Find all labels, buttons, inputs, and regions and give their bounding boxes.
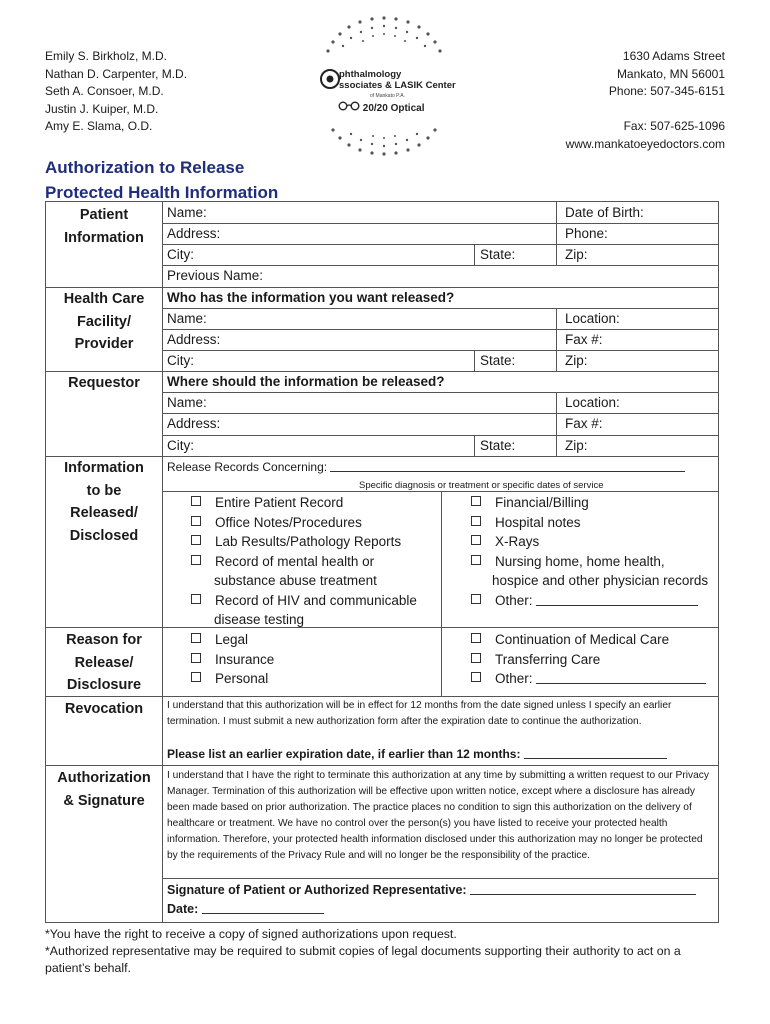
website[interactable]: www.mankatoeyedoctors.com [565,136,725,151]
footnote-1: *You have the right to receive a copy of signed authorizations upon request. [45,927,457,941]
checkbox-xrays[interactable]: X-Rays [471,532,539,552]
facility-fax-field[interactable]: Fax #: [565,332,603,347]
doctor-name: Amy E. Slama, O.D. [45,119,153,133]
patient-name-field[interactable]: Name: [167,205,207,220]
requestor-city-field[interactable]: City: [167,438,194,453]
checkbox-other-info[interactable]: Other: [471,591,698,611]
facility-address-field[interactable]: Address: [167,332,221,347]
requestor-address-field[interactable]: Address: [167,416,221,431]
earlier-expiration-field[interactable]: Please list an earlier expiration date, if earlier than 12 months: [167,745,667,763]
facility-location-field[interactable]: Location: [565,311,620,326]
facility-state-field[interactable]: State: [480,353,516,368]
logo-text-2: ssociates & LASIK Center [339,80,456,91]
checkbox-lab-results[interactable]: Lab Results/Pathology Reports [191,532,401,552]
patient-info-label: Patient Information [64,207,144,246]
glasses-icon [338,103,363,114]
checkbox-hiv-cont: disease testing [214,612,305,627]
checkbox-entire-record[interactable]: Entire Patient Record [191,493,343,513]
facility-zip-field[interactable]: Zip: [565,353,588,368]
checkbox-office-notes[interactable]: Office Notes/Procedures [191,513,362,533]
authorization-label: Authorization & Signature [57,770,151,809]
practice-address [566,48,725,153]
revocation-text: I understand that this authorization will be in effect for 12 months from the date signed unless I specify an earlier termination. I must submit a new authorization form after the expiration date to continue the authorization. [167,700,672,727]
checkbox-financial[interactable]: Financial/Billing [471,493,589,513]
phone-number: Phone: 507-345-6151 [608,84,725,98]
requestor-label: Requestor [68,375,140,391]
checkbox-nursing-home[interactable]: Nursing home, home health, [471,552,665,572]
doctor-name: Nathan D. Carpenter, M.D. [45,66,188,81]
doctor-list [45,48,187,136]
title-line2: Protected Health Information [45,183,279,202]
authorization-text: I understand that I have the right to terminate this authorization at any time by submitting a written request to our Privacy Manager. Termination of this authorization will be effective upon written notice, except where a disclosure has already been made based on prior authorization. The practice places no condition to sign this authorization on the delivery of healthcare or treatment. We have no control over the person(s) you have listed to receive your protected health information. Therefore, your protected health information disclosed under this authorization may no longer be protected by the requirements of the Privacy Rule and will no longer be the responsibility of the practice. [167,770,709,861]
footnotes [45,926,725,977]
date-field[interactable]: Date: [167,900,324,918]
checkbox-transferring[interactable]: Transferring Care [471,650,600,670]
patient-city-field[interactable]: City: [167,247,194,262]
logo-text-1: phthalmology [339,69,402,80]
fax-number: Fax: 507-625-1096 [623,119,725,133]
requestor-question: Where should the information be released? [167,374,445,389]
checkbox-mental-health-cont: substance abuse treatment [214,573,377,588]
title-line1: Authorization to Release [45,158,245,177]
release-records-note: Specific diagnosis or treatment or specific dates of service [359,480,604,491]
page-title [45,155,278,205]
patient-zip-field[interactable]: Zip: [565,247,588,262]
checkbox-legal[interactable]: Legal [191,630,248,650]
patient-state-field[interactable]: State: [480,247,516,262]
facility-label: Health Care Facility/ Provider [63,291,145,352]
doctor-name: Emily S. Birkholz, M.D. [45,49,168,63]
patient-phone-field[interactable]: Phone: [565,226,608,241]
checkbox-insurance[interactable]: Insurance [191,650,274,670]
checkbox-other-reason[interactable]: Other: [471,669,706,689]
checkbox-mental-health[interactable]: Record of mental health or [191,552,374,572]
facility-name-field[interactable]: Name: [167,311,207,326]
information-label: Information to be Released/ Disclosed [64,460,144,544]
release-records-concerning[interactable]: Release Records Concerning: [167,458,685,476]
doctor-name: Seth A. Consoer, M.D. [45,84,164,98]
address-line1: 1630 Adams Street [622,49,725,63]
checkbox-nursing-home-cont: hospice and other physician records [492,573,709,588]
requestor-state-field[interactable]: State: [480,438,516,453]
logo-text-3: of Mankato P.A. [370,93,405,99]
revocation-label: Revocation [64,701,144,717]
requestor-location-field[interactable]: Location: [565,395,620,410]
checkbox-continuation[interactable]: Continuation of Medical Care [471,630,669,650]
authorization-form [45,201,719,923]
logo-optical [338,101,424,115]
doctor-name: Justin J. Kuiper, M.D. [45,101,159,116]
checkbox-personal[interactable]: Personal [191,669,268,689]
reason-label: Reason for Release/ Disclosure [66,632,142,693]
signature-field[interactable]: Signature of Patient or Authorized Representative: [167,881,696,899]
practice-logo [310,12,458,160]
facility-city-field[interactable]: City: [167,353,194,368]
requestor-fax-field[interactable]: Fax #: [565,416,603,431]
facility-question: Who has the information you want released? [167,290,455,305]
requestor-zip-field[interactable]: Zip: [565,438,588,453]
logo-text-4: 20/20 Optical [362,103,425,114]
patient-address-field[interactable]: Address: [167,226,221,241]
address-line2: Mankato, MN 56001 [616,66,725,81]
checkbox-hiv[interactable]: Record of HIV and communicable [191,591,417,611]
patient-dob-field[interactable]: Date of Birth: [565,205,644,220]
checkbox-hospital-notes[interactable]: Hospital notes [471,513,581,533]
patient-previous-name-field[interactable]: Previous Name: [167,268,264,283]
requestor-name-field[interactable]: Name: [167,395,207,410]
footnote-2: *Authorized representative may be required to submit copies of legal documents supporting their authority to act on a patient’s behalf. [45,944,681,975]
